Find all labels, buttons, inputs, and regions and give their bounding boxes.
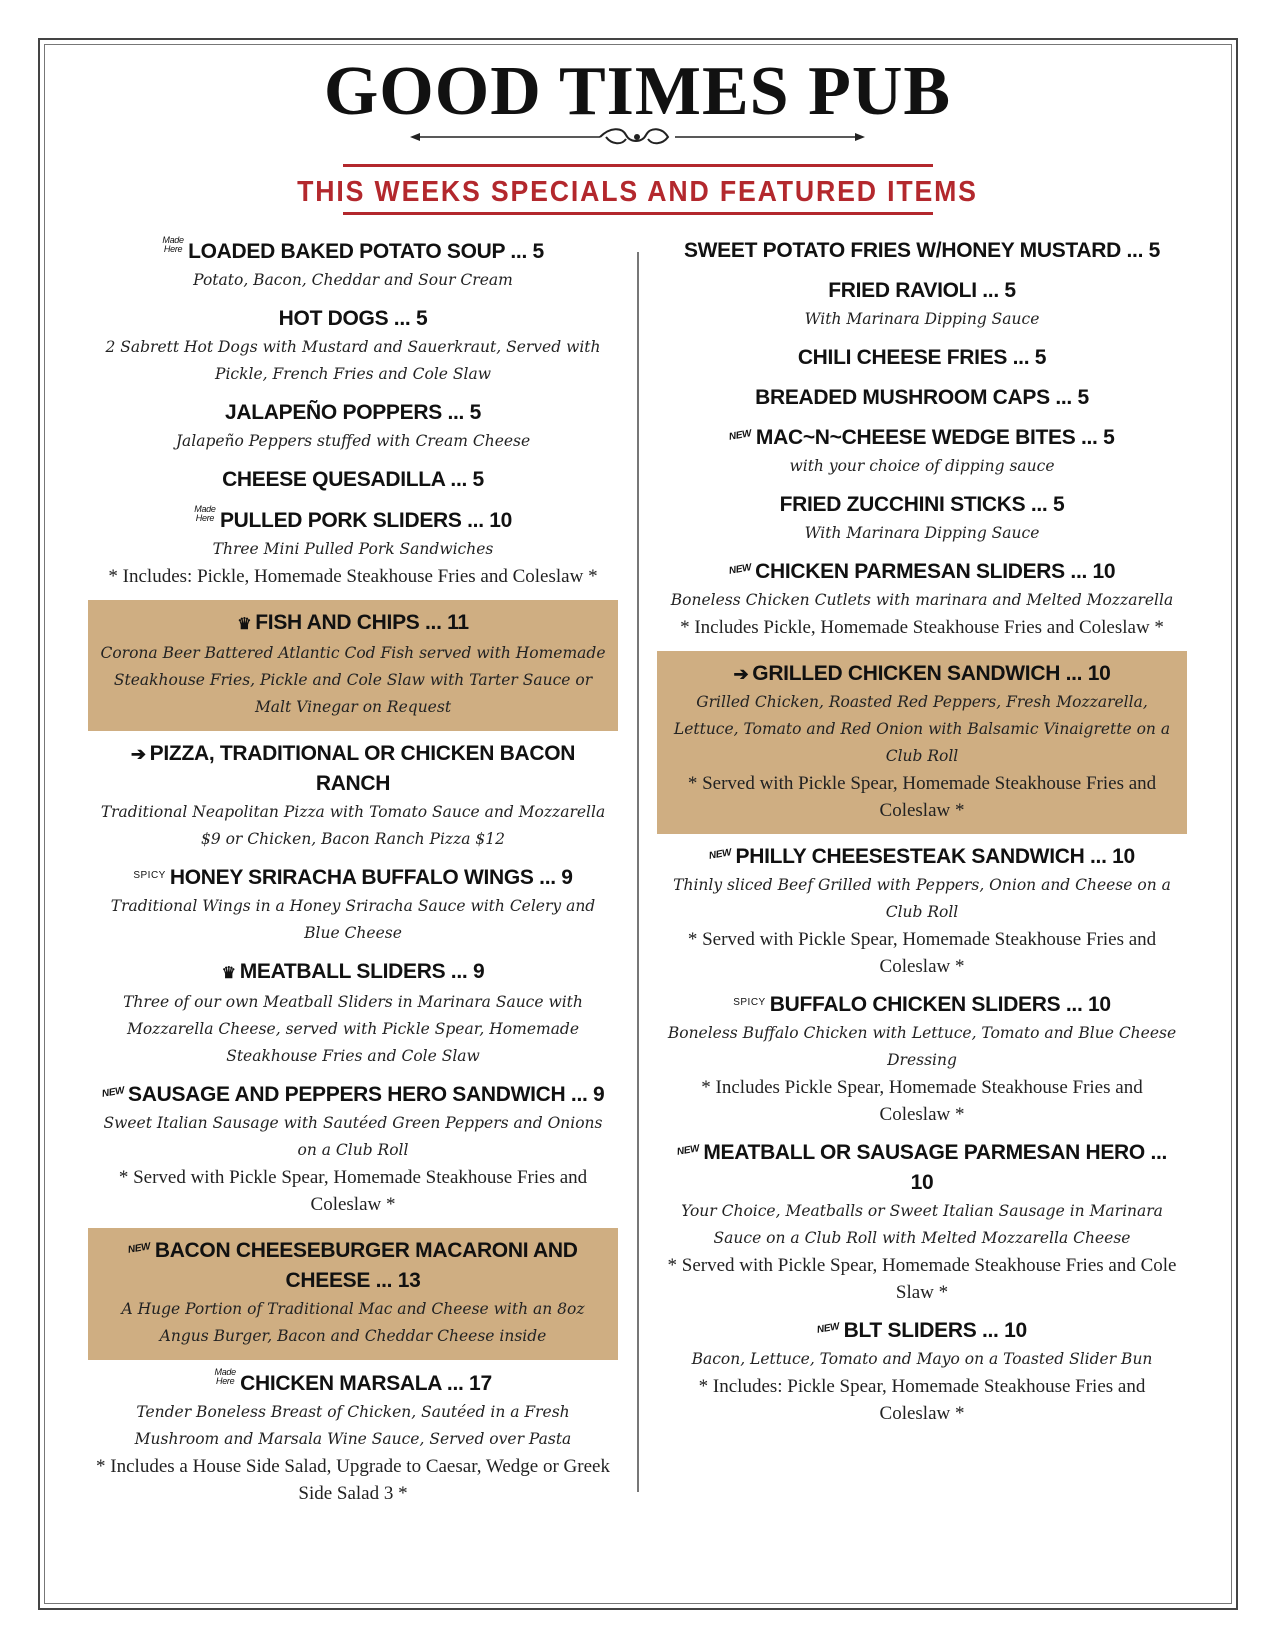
menu-item: [657, 339, 1187, 379]
menu-item: [657, 379, 1187, 419]
menu-item-note: * Includes Pickle Spear, Homemade Steakhouse Fries and Coleslaw *: [701, 1077, 1143, 1125]
menu-item: [88, 394, 618, 461]
menu-item-description: 2 Sabrett Hot Dogs with Mustard and Sauerkraut, Served with Pickle, French Fries and Cole Slaw: [105, 338, 601, 383]
menu-item-title: [98, 608, 608, 640]
made-here-badge: Made Here: [194, 504, 216, 523]
arrow-icon: ➔: [130, 744, 146, 764]
menu-item-name: SWEET POTATO FRIES W/HONEY MUSTARD ... 5: [683, 239, 1161, 262]
menu-item-name: CHICKEN MARSALA ... 17: [240, 1372, 492, 1395]
menu-item-note: * Served with Pickle Spear, Homemade Steakhouse Fries and Coleslaw *: [687, 773, 1157, 821]
menu-item: [657, 1134, 1187, 1312]
menu-item: [88, 859, 618, 953]
menu-item: [657, 651, 1187, 834]
menu-item-description: Your Choice, Meatballs or Sweet Italian Sausage in Marinara Sauce on a Club Roll with Melted Mozzarella Cheese: [681, 1202, 1163, 1247]
crown-icon: ♛: [221, 965, 236, 982]
made-here-badge: Made Here: [162, 235, 184, 254]
menu-item-title: [96, 1080, 610, 1110]
menu-item-name: SAUSAGE AND PEPPERS HERO SANDWICH ... 9: [128, 1083, 605, 1106]
menu-item-note: * Includes: Pickle, Homemade Steakhouse Fries and Coleslaw *: [108, 566, 598, 587]
menu-item-name: BREADED MUSHROOM CAPS ... 5: [755, 386, 1089, 409]
menu-item-name: MEATBALL OR SAUSAGE PARMESAN HERO ... 10: [703, 1141, 1168, 1194]
menu-item-title: [665, 1316, 1179, 1346]
menu-item: [88, 461, 618, 501]
menu-item-name: PHILLY CHEESESTEAK SANDWICH ... 10: [735, 845, 1135, 868]
menu-item-title: [96, 465, 610, 495]
menu-item-note: * Served with Pickle Spear, Homemade Steakhouse Fries and Coleslaw *: [118, 1167, 588, 1215]
menu-item-title: [96, 398, 610, 428]
menu-item-name: BUFFALO CHICKEN SLIDERS ... 10: [769, 993, 1111, 1016]
menu-item-description: Three of our own Meatball Sliders in Marinara Sauce with Mozzarella Cheese, served with Pickle Spear, Homemade Steakhouse Fries and Cole Slaw: [123, 993, 583, 1065]
menu-item-name: CHILI CHEESE FRIES ... 5: [797, 346, 1047, 369]
menu-item-description: Tender Boneless Breast of Chicken, Sautéed in a Fresh Mushroom and Marsala Wine Sauce, Served over Pasta: [134, 1403, 572, 1448]
menu-item-name: FRIED ZUCCHINI STICKS ... 5: [779, 493, 1065, 516]
menu-item-name: LOADED BAKED POTATO SOUP ... 5: [188, 240, 544, 263]
menu-item-name: HOT DOGS ... 5: [278, 307, 428, 330]
menu-item-note: * Served with Pickle Spear, Homemade Steakhouse Fries and Coleslaw *: [687, 929, 1157, 977]
menu-item-name: CHICKEN PARMESAN SLIDERS ... 10: [755, 560, 1116, 583]
menu-item-title: [665, 490, 1179, 520]
menu-item-description: with your choice of dipping sauce: [789, 457, 1055, 475]
menu-item-name: HONEY SRIRACHA BUFFALO WINGS ... 9: [169, 866, 573, 889]
menu-item-name: MEATBALL SLIDERS ... 9: [239, 960, 485, 983]
menu-item: [657, 838, 1187, 986]
menu-item-title: [665, 383, 1179, 413]
menu-item-note: * Includes a House Side Salad, Upgrade to Caesar, Wedge or Greek Side Salad 3 *: [96, 1456, 610, 1504]
new-badge: NEW: [816, 1321, 841, 1336]
menu-item-description: Three Mini Pulled Pork Sandwiches: [212, 540, 494, 558]
menu-item-name: FRIED RAVIOLI ... 5: [828, 279, 1016, 302]
menu-item: [657, 272, 1187, 339]
menu-item-description: Boneless Chicken Cutlets with marinara and Melted Mozzarella: [670, 591, 1174, 609]
menu-item-description: Bacon, Lettuce, Tomato and Mayo on a Toasted Slider Bun: [691, 1350, 1153, 1368]
menu-item-name: CHEESE QUESADILLA ... 5: [222, 468, 484, 491]
menu-item-title: [96, 1368, 610, 1399]
menu-item-title: [96, 957, 610, 989]
menu-item-name: BACON CHEESEBURGER MACARONI AND CHEESE ... 13: [154, 1239, 578, 1292]
new-badge: NEW: [728, 428, 753, 443]
menu-item-title: [96, 304, 610, 334]
menu-item-name: BLT SLIDERS ... 10: [843, 1319, 1027, 1342]
menu-item-name: GRILLED CHICKEN SANDWICH ... 10: [752, 662, 1111, 685]
menu-item: [88, 953, 618, 1076]
menu-item: [657, 1312, 1187, 1433]
menu-item-title: [96, 739, 610, 799]
new-badge: NEW: [127, 1241, 152, 1256]
menu-item-description: Traditional Wings in a Honey Sriracha Sauce with Celery and Blue Cheese: [110, 897, 596, 942]
pub-title: GOOD TIMES PUB: [323, 53, 952, 130]
menu-item-title: [665, 557, 1179, 587]
spicy-badge: SPICY: [133, 870, 166, 881]
specials-rule-bottom: [343, 212, 933, 215]
menu-item-title: [96, 236, 610, 267]
crown-icon: ♛: [237, 616, 252, 633]
menu-item: [657, 419, 1187, 486]
column-divider: [637, 252, 639, 1492]
menu-item-title: [665, 842, 1179, 872]
menu-item: [88, 735, 618, 859]
new-badge: NEW: [727, 562, 752, 577]
menu-item-name: FISH AND CHIPS ... 11: [255, 611, 469, 634]
menu-item: [88, 300, 618, 394]
specials-heading: THIS WEEKS SPECIALS AND FEATURED ITEMS: [297, 176, 978, 208]
menu-item-title: [665, 1138, 1179, 1198]
menu-item-title: [665, 423, 1179, 453]
menu-item-description: Sweet Italian Sausage with Sautéed Green Peppers and Onions on a Club Roll: [103, 1114, 603, 1159]
new-badge: NEW: [676, 1143, 701, 1158]
menu-item-title: [96, 505, 610, 536]
specials-rule-top: [343, 164, 933, 167]
menu-item-description: Boneless Buffalo Chicken with Lettuce, Tomato and Blue Cheese Dressing: [667, 1024, 1177, 1069]
menu-item-note: * Includes Pickle, Homemade Steakhouse Fries and Coleslaw *: [680, 617, 1164, 638]
menu-item: [657, 486, 1187, 553]
menu-item-description: Traditional Neapolitan Pizza with Tomato Sauce and Mozzarella $9 or Chicken, Bacon Ranch Pizza $12: [100, 803, 606, 848]
menu-item-name: MAC~N~CHEESE WEDGE BITES ... 5: [755, 426, 1115, 449]
arrow-icon: ➔: [733, 664, 749, 684]
menu-item: [88, 1076, 618, 1224]
menu-item: [88, 600, 618, 731]
menu-item-description: A Huge Portion of Traditional Mac and Cheese with an 8oz Angus Burger, Bacon and Cheddar Cheese inside: [121, 1300, 585, 1345]
menu-item-title: [665, 276, 1179, 306]
menu-item-description: Thinly sliced Beef Grilled with Peppers, Onion and Cheese on a Club Roll: [673, 876, 1171, 921]
menu-item-description: Potato, Bacon, Cheddar and Sour Cream: [193, 271, 513, 289]
menu-item: [657, 232, 1187, 272]
menu-item: [657, 553, 1187, 647]
menu-item-name: JALAPEÑO POPPERS ... 5: [225, 401, 481, 424]
menu-item-description: Grilled Chicken, Roasted Red Peppers, Fresh Mozzarella, Lettuce, Tomato and Red Onion with Balsamic Vinaigrette on a Club Roll: [673, 693, 1171, 765]
menu-item-title: [665, 236, 1179, 266]
menu-item-note: * Served with Pickle Spear, Homemade Steakhouse Fries and Cole Slaw *: [667, 1255, 1177, 1303]
menu-item-title: [665, 990, 1179, 1020]
menu-item: [88, 501, 618, 596]
menu-item-name: PULLED PORK SLIDERS ... 10: [219, 509, 513, 532]
menu-item-title: [98, 1236, 608, 1296]
menu-item-description: Jalapeño Peppers stuffed with Cream Cheese: [175, 432, 531, 450]
menu-item-description: With Marinara Dipping Sauce: [804, 310, 1040, 328]
spicy-badge: SPICY: [733, 997, 766, 1008]
menu-item: [88, 1228, 618, 1360]
new-badge: NEW: [100, 1085, 125, 1100]
menu-item: [657, 986, 1187, 1134]
left-column: [88, 232, 618, 1513]
menu-item-description: Corona Beer Battered Atlantic Cod Fish served with Homemade Steakhouse Fries, Pickle and Cole Slaw with Tarter Sauce or Malt Vinegar on Request: [100, 644, 606, 716]
menu-item: [88, 232, 618, 300]
menu-item-note: * Includes: Pickle Spear, Homemade Steakhouse Fries and Coleslaw *: [698, 1376, 1146, 1424]
made-here-badge: Made Here: [214, 1367, 236, 1386]
menu-item-title: [96, 863, 610, 893]
menu-item: [88, 1364, 618, 1513]
menu-item-title: [667, 659, 1177, 689]
menu-item-title: [665, 343, 1179, 373]
title-ornament: [410, 124, 865, 150]
menu-item-name: PIZZA, TRADITIONAL OR CHICKEN BACON RANCH: [149, 742, 576, 795]
right-column: [657, 232, 1187, 1433]
menu-item-description: With Marinara Dipping Sauce: [804, 524, 1040, 542]
new-badge: NEW: [708, 847, 733, 862]
